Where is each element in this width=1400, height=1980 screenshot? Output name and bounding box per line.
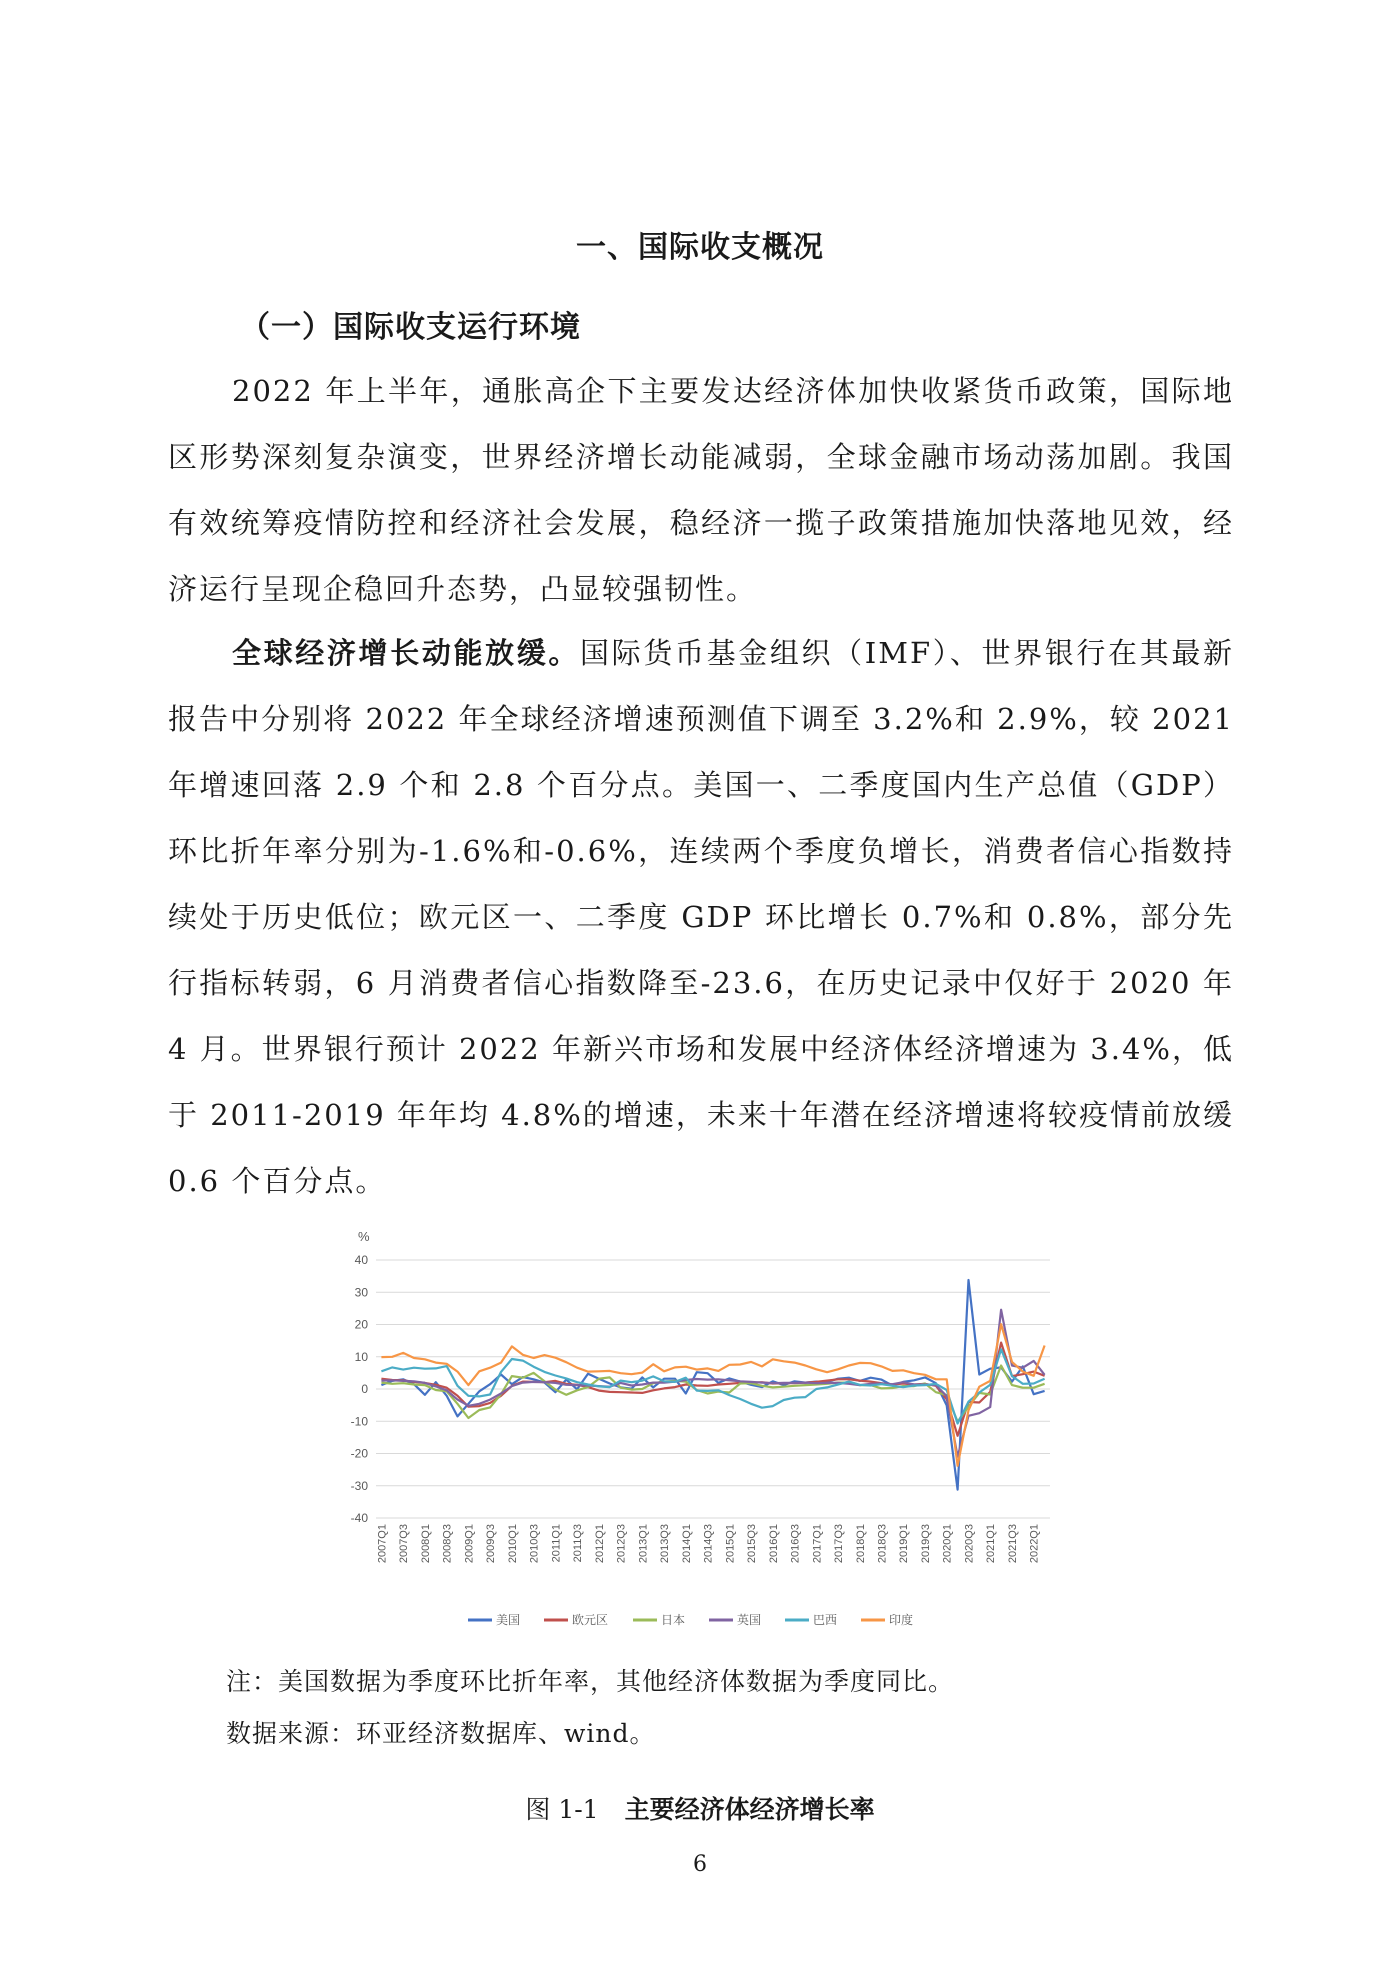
x-tick-label: 2011Q3 (572, 1524, 585, 1563)
x-tick-label: 2008Q3 (441, 1524, 454, 1564)
x-tick-label: 2016Q3 (789, 1524, 802, 1564)
x-tick-label: 2010Q3 (528, 1524, 541, 1564)
y-tick-label: -40 (350, 1511, 368, 1525)
y-tick-label: -10 (350, 1414, 368, 1429)
x-tick-label: 2013Q1 (637, 1524, 650, 1564)
x-tick-label: 2011Q1 (550, 1524, 563, 1563)
x-tick-label: 2020Q3 (963, 1524, 976, 1564)
paragraph-environment: 2022 年上半年，通胀高企下主要发达经济体加快收紧货币政策，国际地区形势深刻复杂演变，世界经济增长动能减弱，全球金融市场动荡加剧。我国有效统筹疫情防控和经济社会发展，稳经济一揽子政策措施加快落地见效，经济运行呈现企稳回升态势，凸显较强韧性。 (168, 374, 1234, 606)
x-tick-label: 2020Q1 (941, 1524, 954, 1564)
x-tick-label: 2012Q3 (615, 1524, 628, 1564)
y-axis-unit: % (358, 1229, 370, 1244)
page-number: 6 (693, 1852, 707, 1877)
x-tick-label: 2022Q1 (1028, 1524, 1041, 1564)
legend-label: 巴西 (813, 1613, 838, 1627)
x-tick-label: 2017Q3 (833, 1524, 846, 1564)
x-tick-label: 2016Q1 (767, 1524, 780, 1564)
x-tick-label: 2008Q1 (419, 1524, 432, 1564)
x-tick-label: 2007Q1 (376, 1524, 389, 1564)
section-title: 一、国际收支概况 (576, 230, 824, 265)
paragraph-global-growth (168, 620, 1234, 1214)
y-tick-label: 20 (354, 1317, 368, 1332)
x-tick-label: 2019Q1 (898, 1524, 911, 1564)
y-tick-label: -20 (350, 1446, 368, 1461)
x-tick-label: 2017Q1 (811, 1524, 824, 1564)
y-tick-label: 40 (354, 1253, 368, 1267)
paragraph-body: 国际货币基金组织（IMF）、世界银行在其最新报告中分别将 2022 年全球经济增速预测值下调至 3.2%和 2.9%，较 2021 年增速回落 2.9 个和 2.8 个百分点。美国一、二季度国内生产总值（GDP）环比折年率分别为-1.6%和-0.6%，连续两个季度负增长，消费者信心指数持续处于历史低位；欧元区一、二季度 GDP 环比增长 0.7%和 0.8%，部分先行指标转弱，6 月消费者信心指数降至-23.6，在历史记录中仅好于 2020 年 4 月。世界银行预计 2022 年新兴市场和发展中经济体经济增速为 3.4%，低于 2011-2019 年年均 4.8%的增速，未来十年潜在经济增速将较疫情前放缓 0.6 个百分点。 (168, 636, 1234, 1198)
figure-number: 图 1-1 (525, 1795, 599, 1824)
y-tick-label: 0 (361, 1382, 368, 1396)
legend-label: 美国 (496, 1613, 521, 1627)
growth-rate-chart (336, 1222, 1060, 1642)
chart-source: 数据来源：环亚经济数据库、wind。 (226, 1719, 656, 1748)
y-tick-label: 10 (354, 1349, 368, 1364)
x-tick-label: 2021Q3 (1006, 1524, 1019, 1564)
x-tick-label: 2010Q1 (506, 1524, 519, 1564)
y-tick-label: 30 (354, 1285, 368, 1300)
x-tick-label: 2012Q1 (593, 1524, 606, 1564)
series-line (381, 1310, 1044, 1457)
legend-label: 欧元区 (572, 1613, 609, 1627)
chart-svg (336, 1222, 1060, 1642)
x-tick-label: 2009Q3 (485, 1524, 498, 1564)
x-tick-label: 2018Q3 (876, 1524, 889, 1564)
x-tick-label: 2019Q3 (919, 1524, 932, 1564)
x-tick-label: 2021Q1 (985, 1524, 998, 1564)
figure-title: 主要经济体经济增长率 (624, 1795, 875, 1824)
chart-note: 注：美国数据为季度环比折年率，其他经济体数据为季度同比。 (226, 1667, 955, 1696)
series-line (381, 1349, 1044, 1423)
legend-label: 日本 (661, 1613, 686, 1627)
legend-label: 印度 (889, 1613, 914, 1627)
x-tick-label: 2014Q3 (702, 1524, 715, 1564)
x-tick-label: 2015Q1 (724, 1524, 737, 1564)
subsection-title: （一）国际收支运行环境 (240, 310, 581, 345)
paragraph-lead: 全球经济增长动能放缓。 (232, 636, 581, 670)
figure-caption (0, 1790, 1400, 1826)
legend-label: 英国 (737, 1613, 762, 1627)
x-tick-label: 2015Q3 (746, 1524, 759, 1564)
x-tick-label: 2007Q3 (398, 1524, 411, 1564)
y-tick-label: -30 (350, 1478, 368, 1493)
x-tick-label: 2013Q3 (659, 1524, 672, 1564)
x-tick-label: 2014Q1 (680, 1524, 693, 1564)
x-tick-label: 2018Q1 (854, 1524, 867, 1564)
x-tick-label: 2009Q1 (463, 1524, 476, 1564)
